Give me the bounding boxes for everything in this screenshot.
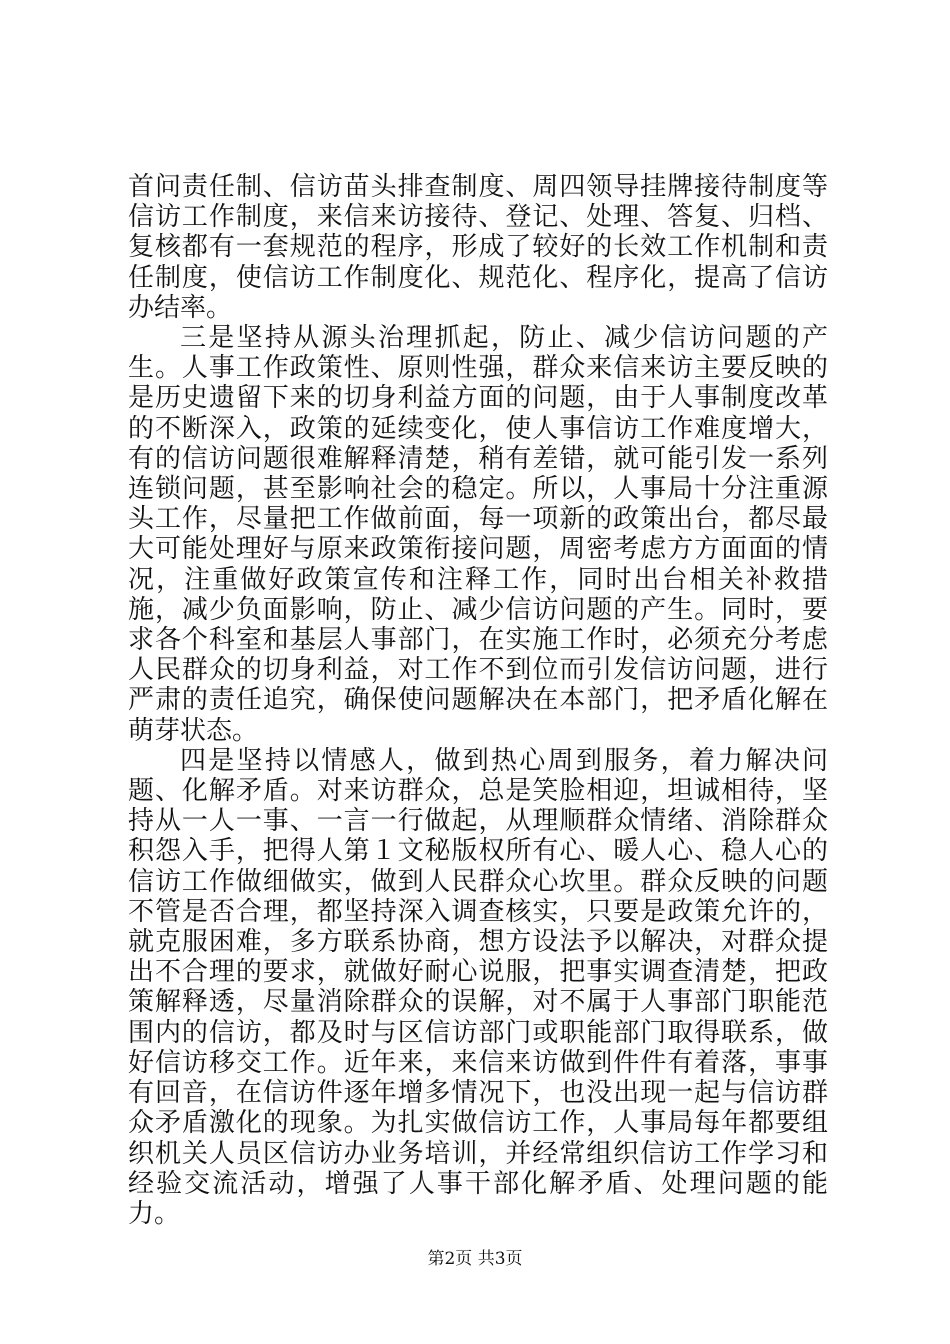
paragraph-2: 三是坚持从源头治理抓起，防止、减少信访问题的产生。人事工作政策性、原则性强，群众来信来访主要反映的是历史遗留下来的切身利益方面的问题，由于人事制度改革的不断深入，政策的延续变化，使人事信访工作难度增大，有的信访问题很难解释清楚，稍有差错，就可能引发一系列连锁问题，甚至影响社会的稳定。所以，人事局十分注重源头工作，尽量把工作做前面，每一项新的政策出台，都尽最大可能处理好与原来政策衔接问题，周密考虑方方面面的情况，注重做好政策宣传和注释工作，同时出台相关补救措施，减少负面影响，防止、减少信访问题的产生。同时，要求各个科室和基层人事部门，在实施工作时，必须充分考虑人民群众的切身利益，对工作不到位而引发信访问题，进行严肃的责任追究，确保使问题解决在本部门，把矛盾化解在萌芽状态。 [128,323,828,746]
paragraph-1: 首问责任制、信访苗头排查制度、周四领导挂牌接待制度等信访工作制度，来信来访接待、登记、处理、答复、归档、复核都有一套规范的程序，形成了较好的长效工作机制和责任制度，使信访工作制度化、规范化、程序化，提高了信访办结率。 [128,172,828,323]
paragraph-3: 四是坚持以情感人，做到热心周到服务，着力解决问题、化解矛盾。对来访群众，总是笑脸相迎，坦诚相待，坚持从一人一事、一言一行做起，从理顺群众情绪、消除群众积怨入手，把得人第１文秘版权所有心、暖人心、稳人心的信访工作做细做实，做到人民群众心坎里。群众反映的问题不管是否合理，都坚持深入调查核实，只要是政策允许的，就克服困难，多方联系协商，想方设法予以解决，对群众提出不合理的要求，就做好耐心说服，把事实调查清楚，把政策解释透，尽量消除群众的误解，对不属于人事部门职能范围内的信访，都及时与区信访部门或职能部门取得联系，做好信访移交工作。近年来，来信来访做到件件有着落，事事有回音，在信访件逐年增多情况下，也没出现一起与信访群众矛盾激化的现象。为扎实做信访工作，人事局每年都要组织机关人员区信访办业务培训，并经常组织信访工作学习和经验交流活动，增强了人事干部化解矛盾、处理问题的能力。 [128,745,828,1229]
page-footer: 第2页 共3页 [427,1249,523,1269]
document-body [128,172,828,1229]
